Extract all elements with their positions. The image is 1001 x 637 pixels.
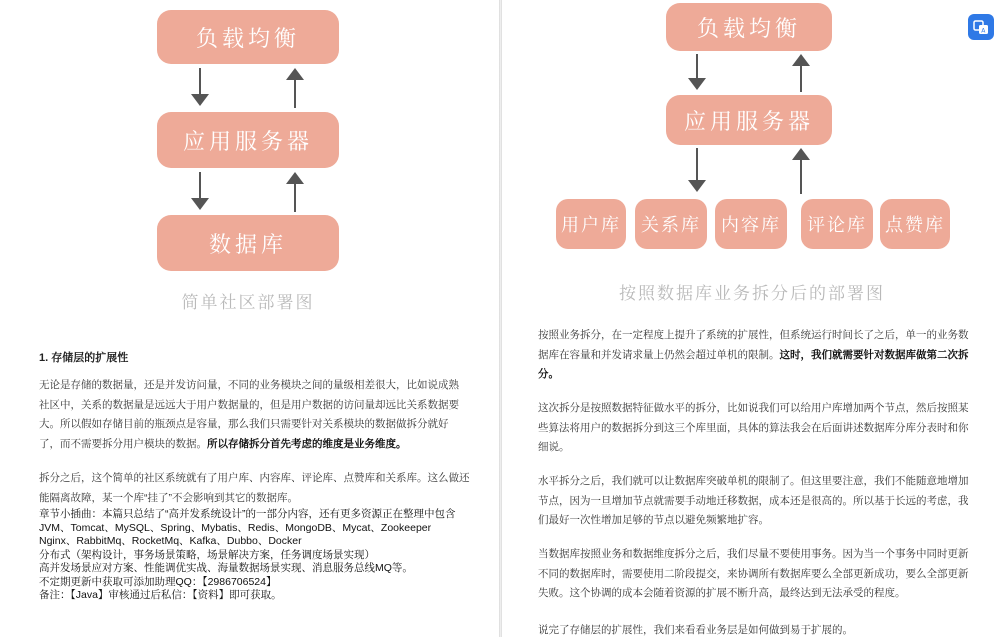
paragraph: 说完了存储层的扩展性，我们来看看业务层是如何做到易于扩展的。 (538, 624, 853, 636)
note-line: 高并发场景应对方案、性能调优实战、海量数据场景实现、消息服务总线MQ等。 (39, 562, 413, 574)
arrow-up-icon (280, 170, 310, 214)
paragraph: 这次拆分是按照数据特征做水平的拆分，比如说我们可以给用户库增加两个节点，然后按照某些算法将用户的数据拆分到这三个库里面，具体的算法我会在后面讲述数据库分库分表时和你细说。 (538, 402, 969, 453)
arrow-down-icon (682, 52, 712, 94)
paragraph: 无论是存储的数据量，还是并发访问量，不同的业务模块之间的量级相差很大，比如说成熟社区中，关系的数据量是远远大于用户数据量的，但是用户数据的访问量却远比关系数据要大。所以假如存储目前的瓶颈点是容量，那么我们只需要针对关系模块的数据做拆分就好了，而不需要拆分用户模块的数据。所以存储拆分首先考虑的维度是业务维度。 (39, 379, 459, 450)
note-line: 分布式（架构设计，事务场景策略，场景解决方案，任务调度场景实现） (39, 548, 375, 561)
paragraph: 水平拆分之后，我们就可以让数据库突破单机的限制了。但这里要注意，我们不能随意地增加节点，因为一旦增加节点就需要手动地迁移数据，成本还是很高的。所以基于长远的考虑，我们最好一次性增加足够的节点以避免频繁地扩容。 (538, 475, 969, 526)
diagram-box-database: 数据库 (157, 215, 339, 271)
diagram-caption: 简单社区部署图 (181, 293, 315, 313)
diagram-box-load-balancer: 负载均衡 (157, 10, 339, 64)
document-page-left (0, 0, 499, 637)
document-page-right (502, 0, 1001, 637)
db-box-relation: 关系库 (635, 199, 707, 249)
db-box-comment: 评论库 (801, 199, 873, 249)
paragraph: 按照业务拆分，在一定程度上提升了系统的扩展性，但系统运行时间长了之后，单一的业务数据库在容量和并发请求量上仍然会超过单机的限制。这时，我们就需要针对数据库做第二次拆分。 (538, 329, 969, 380)
translate-icon (973, 19, 989, 35)
note-line: 备注：【Java】审核通过后私信：【资料】即可获取。 (39, 589, 282, 601)
db-box-like: 点赞库 (880, 199, 950, 249)
diagram-box-app-server: 应用服务器 (157, 112, 339, 168)
note-line: 章节小插曲：本篇只总结了“高并发系统设计”的一部分内容，还有更多资源正在整理中包含 (39, 508, 456, 520)
paragraph: 拆分之后，这个简单的社区系统就有了用户库、内容库、评论库、点赞库和关系库。这么做还能隔离故障，某一个库“挂了”不会影响到其它的数据库。 (39, 472, 470, 504)
arrow-down-icon (682, 146, 712, 196)
arrow-down-icon (185, 66, 215, 110)
arrow-down-icon (185, 170, 215, 214)
svg-text:A: A (981, 27, 986, 35)
arrow-up-icon (786, 52, 816, 94)
arrow-up-icon (786, 146, 816, 196)
note-line: Nginx、RabbitMq、RocketMq、Kafka、Dubbo、Docker (39, 535, 302, 547)
diagram-box-load-balancer: 负载均衡 (666, 3, 832, 51)
paragraph: 当数据库按照业务和数据维度拆分之后，我们尽量不要使用事务。因为当一个事务中同时更新不同的数据库时，需要使用二阶段提交，来协调所有数据库要么全部更新成功，要么全部更新失败。这个协调的成本会随着资源的扩展不断升高，最终达到无法承受的程度。 (538, 548, 969, 599)
db-box-content: 内容库 (715, 199, 787, 249)
db-box-user: 用户库 (556, 199, 626, 249)
note-line: JVM、Tomcat、MySQL、Spring、Mybatis、Redis、MongoDB、Mycat、Zookeeper (39, 521, 432, 534)
arrow-up-icon (280, 66, 310, 110)
translate-float-button[interactable] (968, 14, 994, 40)
diagram-box-app-server: 应用服务器 (666, 95, 832, 145)
note-line: 不定期更新中获取可添加助理QQ：【2986706524】 (39, 575, 277, 588)
section-heading: 1. 存储层的扩展性 (39, 352, 129, 364)
resource-note (39, 508, 456, 603)
diagram-caption: 按照数据库业务拆分后的部署图 (619, 284, 885, 304)
